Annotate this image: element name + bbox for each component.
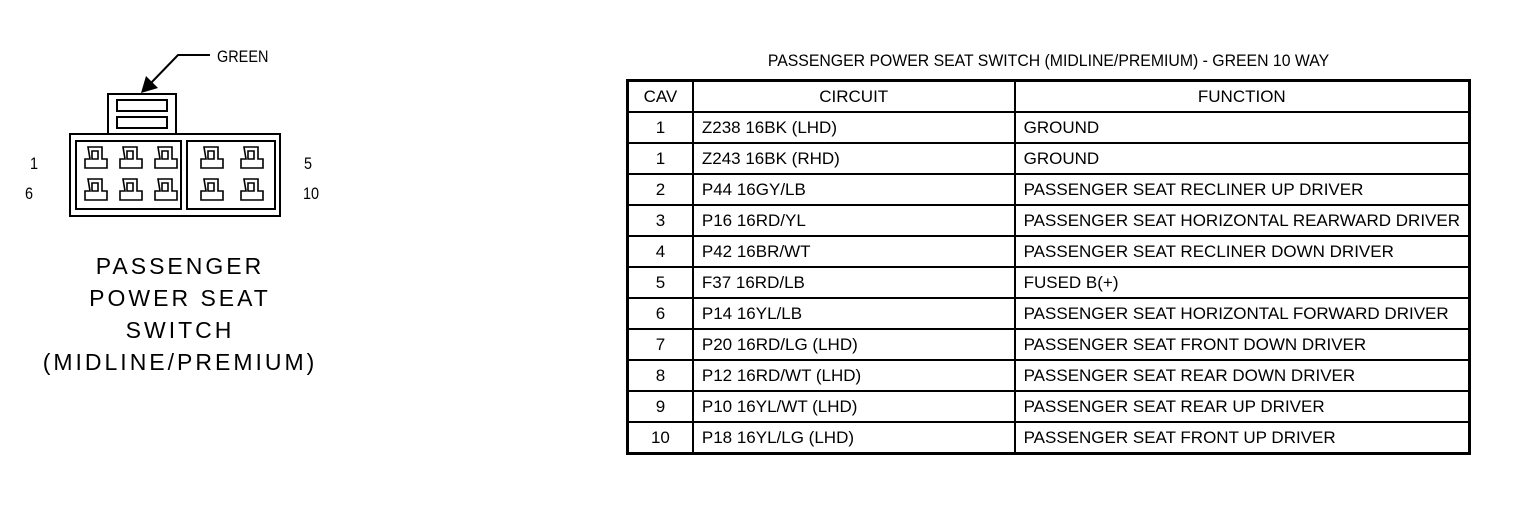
table-header-row (628, 81, 1470, 113)
table-row (628, 267, 1470, 298)
function-cell: PASSENGER SEAT FRONT UP DRIVER (1015, 422, 1470, 454)
circuit-cell: P10 16YL/WT (LHD) (693, 391, 1015, 422)
cavity-terminal (85, 147, 107, 168)
cav-cell: 2 (628, 174, 693, 205)
component-name-line: SWITCH (125, 317, 235, 343)
pinout-table-body (628, 112, 1470, 454)
cavity-terminal (155, 147, 177, 168)
cavity-terminal (201, 179, 223, 200)
pin-number-label: 6 (25, 184, 34, 203)
cav-cell: 10 (628, 422, 693, 454)
cavity-terminal (241, 179, 263, 200)
circuit-cell: Z238 16BK (LHD) (693, 112, 1015, 143)
cav-cell: 4 (628, 236, 693, 267)
cav-cell: 8 (628, 360, 693, 391)
table-row (628, 329, 1470, 360)
circuit-cell: P42 16BR/WT (693, 236, 1015, 267)
pinout-table (626, 79, 1471, 455)
function-cell: GROUND (1015, 112, 1470, 143)
cav-cell: 6 (628, 298, 693, 329)
component-name-line: (MIDLINE/PREMIUM) (42, 349, 318, 375)
function-cell: PASSENGER SEAT HORIZONTAL FORWARD DRIVER (1015, 298, 1470, 329)
column-header-cav: CAV (628, 81, 693, 113)
connector-cavities (85, 147, 263, 200)
circuit-cell: P44 16GY/LB (693, 174, 1015, 205)
table-row (628, 298, 1470, 329)
cav-cell: 1 (628, 143, 693, 174)
circuit-cell: Z243 16BK (RHD) (693, 143, 1015, 174)
cavity-terminal (120, 147, 142, 168)
table-row (628, 360, 1470, 391)
component-name (20, 250, 340, 378)
component-name-line: PASSENGER (95, 253, 265, 279)
function-cell: GROUND (1015, 143, 1470, 174)
pin-number-label: 5 (304, 154, 313, 173)
table-title: PASSENGER POWER SEAT SWITCH (MIDLINE/PREMIUM) - GREEN 10 WAY (767, 51, 1330, 70)
cav-cell: 7 (628, 329, 693, 360)
function-cell: FUSED B(+) (1015, 267, 1470, 298)
function-cell: PASSENGER SEAT REAR UP DRIVER (1015, 391, 1470, 422)
cav-cell: 3 (628, 205, 693, 236)
function-cell: PASSENGER SEAT RECLINER DOWN DRIVER (1015, 236, 1470, 267)
table-row (628, 236, 1470, 267)
circuit-cell: P18 16YL/LG (LHD) (693, 422, 1015, 454)
table-row (628, 143, 1470, 174)
cav-cell: 9 (628, 391, 693, 422)
pin-number-label: 1 (30, 154, 39, 173)
column-header-circuit: CIRCUIT (693, 81, 1015, 113)
circuit-cell: P14 16YL/LB (693, 298, 1015, 329)
cavity-terminal (155, 179, 177, 200)
circuit-cell: P12 16RD/WT (LHD) (693, 360, 1015, 391)
cavity-terminal (120, 179, 142, 200)
table-row (628, 391, 1470, 422)
callout-leader (150, 55, 210, 84)
cavity-terminal (85, 179, 107, 200)
pin-number-label: 10 (303, 184, 320, 203)
table-row (628, 174, 1470, 205)
cav-cell: 1 (628, 112, 693, 143)
circuit-cell: P16 16RD/YL (693, 205, 1015, 236)
circuit-cell: F37 16RD/LB (693, 267, 1015, 298)
cav-cell: 5 (628, 267, 693, 298)
table-row (628, 205, 1470, 236)
circuit-cell: P20 16RD/LG (LHD) (693, 329, 1015, 360)
function-cell: PASSENGER SEAT HORIZONTAL REARWARD DRIVER (1015, 205, 1470, 236)
component-name-line: POWER SEAT (89, 285, 271, 311)
cavity-terminal (241, 147, 263, 168)
table-row (628, 422, 1470, 454)
color-callout-label: GREEN (217, 47, 269, 66)
function-cell: PASSENGER SEAT FRONT DOWN DRIVER (1015, 329, 1470, 360)
function-cell: PASSENGER SEAT RECLINER UP DRIVER (1015, 174, 1470, 205)
column-header-function: FUNCTION (1015, 81, 1470, 113)
table-row (628, 112, 1470, 143)
function-cell: PASSENGER SEAT REAR DOWN DRIVER (1015, 360, 1470, 391)
connector-latch (108, 94, 176, 134)
cavity-terminal (201, 147, 223, 168)
